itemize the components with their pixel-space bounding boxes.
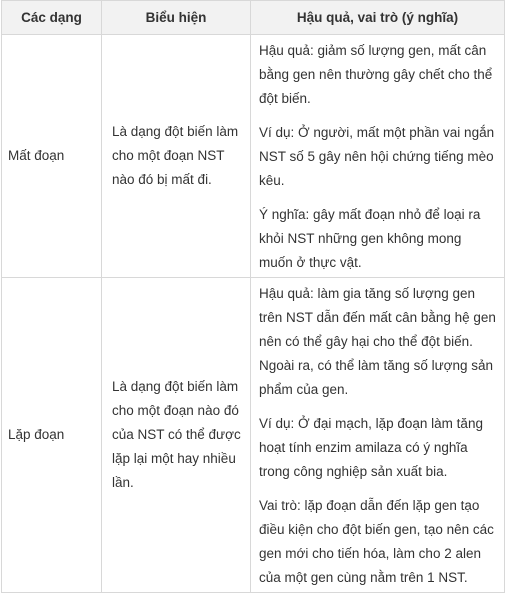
mutation-table (1, 0, 505, 593)
header-row (2, 1, 505, 35)
header-types: Các dạng (2, 1, 102, 35)
example-paragraph: Ví dụ: Ở người, mất một phần vai ngắn NST số 5 gây nên hội chứng tiếng mèo kêu. (259, 125, 495, 188)
row-type-cell: Lặp đoạn (2, 278, 102, 593)
significance-paragraph: Ý nghĩa: gây mất đoạn nhỏ để loại ra khỏi NST những gen không mong muốn ở thực vật. (259, 207, 481, 270)
role-paragraph: Vai trò: lặp đoạn dẫn đến lặp gen tạo điều kiện cho đột biến gen, tạo nên các gen mới cho tiến hóa, làm cho 2 alen của một gen cùng nằm trên 1 NST. (259, 498, 494, 585)
row-consequences-cell (251, 278, 505, 593)
consequence-paragraph: Hậu quả: giảm số lượng gen, mất cân bằng gen nên thường gây chết cho thể đột biến. (259, 43, 493, 106)
row-consequences-cell (251, 35, 505, 278)
header-expression: Biểu hiện (102, 1, 251, 35)
header-consequences: Hậu quả, vai trò (ý nghĩa) (251, 1, 505, 35)
table-row (2, 35, 505, 278)
row-expression-cell: Là dạng đột biến làm cho một đoạn nào đó của NST có thể được lặp lại một hay nhiều lần. (102, 278, 251, 593)
table-row (2, 278, 505, 593)
row-expression-cell: Là dạng đột biến làm cho một đoạn NST nào đó bị mất đi. (102, 35, 251, 278)
example-paragraph: Ví dụ: Ở đại mạch, lặp đoạn làm tăng hoạt tính enzim amilaza có ý nghĩa trong công nghiệp sản xuất bia. (259, 416, 483, 479)
consequence-paragraph: Hậu quả: làm gia tăng số lượng gen trên NST dẫn đến mất cân bằng hệ gen nên có thể gây hại cho thể đột biến. Ngoài ra, có thể làm tăng số lượng sản phẩm của gen. (259, 286, 496, 397)
row-type-cell: Mất đoạn (2, 35, 102, 278)
